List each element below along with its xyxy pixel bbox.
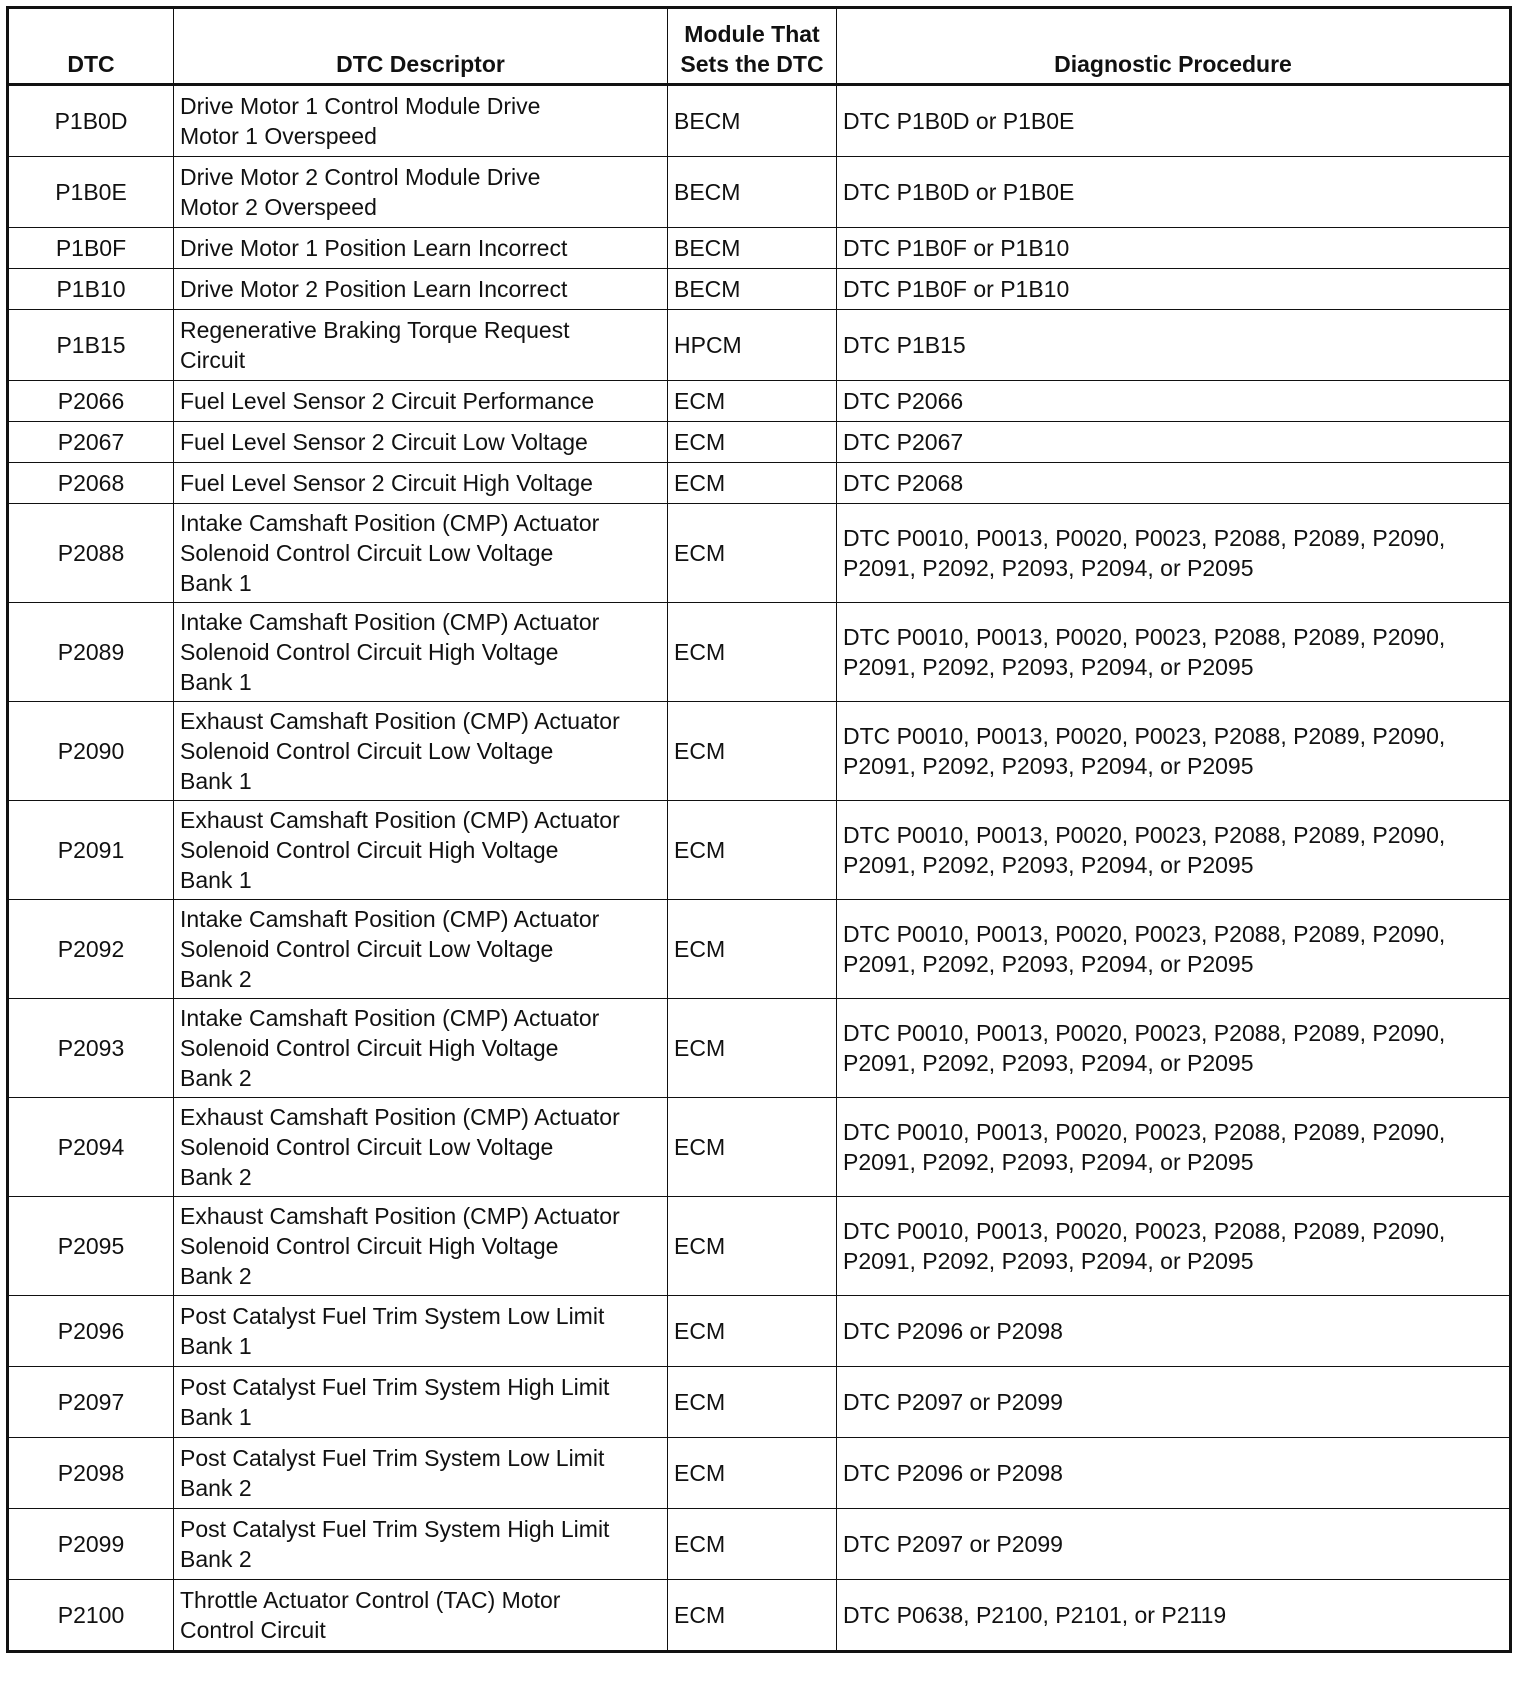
table-row xyxy=(8,1197,1511,1296)
procedure-line: DTC P2096 or P2098 xyxy=(843,1460,1063,1486)
table-header xyxy=(8,8,1511,85)
cell-dtc: P1B0E xyxy=(8,157,174,228)
cell-module: ECM xyxy=(668,1098,837,1197)
table-row xyxy=(8,310,1511,381)
procedure-line: DTC P1B0F or P1B10 xyxy=(843,235,1070,261)
cell-procedure xyxy=(837,1580,1511,1652)
table-row xyxy=(8,1438,1511,1509)
descriptor-line: Bank 1 xyxy=(180,867,252,893)
descriptor-line: Drive Motor 1 Control Module Drive xyxy=(180,93,541,119)
cell-dtc: P2067 xyxy=(8,422,174,463)
descriptor-line: Bank 1 xyxy=(180,1404,252,1430)
descriptor-line: Solenoid Control Circuit Low Voltage xyxy=(180,1134,554,1160)
table-row xyxy=(8,1580,1511,1652)
descriptor-line: Regenerative Braking Torque Request xyxy=(180,317,570,343)
cell-dtc: P2096 xyxy=(8,1296,174,1367)
descriptor-line: Bank 2 xyxy=(180,1065,252,1091)
cell-module: ECM xyxy=(668,702,837,801)
cell-module: BECM xyxy=(668,157,837,228)
procedure-line: DTC P0010, P0013, P0020, P0023, P2088, P2089, P2090, xyxy=(843,1218,1446,1244)
table-row xyxy=(8,381,1511,422)
descriptor-line: Bank 1 xyxy=(180,768,252,794)
descriptor-line: Solenoid Control Circuit Low Voltage xyxy=(180,738,554,764)
table-row xyxy=(8,702,1511,801)
cell-dtc: P2092 xyxy=(8,900,174,999)
cell-procedure xyxy=(837,1438,1511,1509)
descriptor-line: Post Catalyst Fuel Trim System High Limit xyxy=(180,1516,610,1542)
cell-dtc: P1B15 xyxy=(8,310,174,381)
descriptor-line: Motor 1 Overspeed xyxy=(180,123,377,149)
descriptor-line: Post Catalyst Fuel Trim System High Limit xyxy=(180,1374,610,1400)
table-row xyxy=(8,1098,1511,1197)
cell-dtc: P1B0F xyxy=(8,228,174,269)
cell-procedure xyxy=(837,702,1511,801)
header-procedure: Diagnostic Procedure xyxy=(837,8,1511,85)
cell-dtc: P2093 xyxy=(8,999,174,1098)
cell-descriptor xyxy=(174,603,668,702)
procedure-line: P2091, P2092, P2093, P2094, or P2095 xyxy=(843,753,1254,779)
procedure-line: P2091, P2092, P2093, P2094, or P2095 xyxy=(843,1050,1254,1076)
descriptor-line: Exhaust Camshaft Position (CMP) Actuator xyxy=(180,1203,620,1229)
cell-dtc: P2100 xyxy=(8,1580,174,1652)
cell-module: BECM xyxy=(668,269,837,310)
descriptor-line: Bank 1 xyxy=(180,669,252,695)
descriptor-line: Exhaust Camshaft Position (CMP) Actuator xyxy=(180,1104,620,1130)
procedure-line: DTC P1B15 xyxy=(843,332,966,358)
descriptor-line: Post Catalyst Fuel Trim System Low Limit xyxy=(180,1445,605,1471)
cell-module: ECM xyxy=(668,801,837,900)
cell-dtc: P2088 xyxy=(8,504,174,603)
cell-module: HPCM xyxy=(668,310,837,381)
cell-module: ECM xyxy=(668,1580,837,1652)
cell-descriptor xyxy=(174,1296,668,1367)
cell-descriptor xyxy=(174,999,668,1098)
descriptor-line: Intake Camshaft Position (CMP) Actuator xyxy=(180,1005,600,1031)
procedure-line: DTC P2097 or P2099 xyxy=(843,1531,1063,1557)
table-row xyxy=(8,504,1511,603)
cell-descriptor xyxy=(174,463,668,504)
cell-descriptor xyxy=(174,228,668,269)
table-row xyxy=(8,85,1511,157)
cell-module: ECM xyxy=(668,1367,837,1438)
cell-descriptor xyxy=(174,85,668,157)
cell-dtc: P2095 xyxy=(8,1197,174,1296)
cell-descriptor xyxy=(174,1098,668,1197)
cell-module: BECM xyxy=(668,85,837,157)
procedure-line: DTC P2066 xyxy=(843,388,964,414)
cell-descriptor xyxy=(174,801,668,900)
descriptor-line: Intake Camshaft Position (CMP) Actuator xyxy=(180,609,600,635)
cell-dtc: P2066 xyxy=(8,381,174,422)
procedure-line: DTC P0010, P0013, P0020, P0023, P2088, P2089, P2090, xyxy=(843,921,1446,947)
cell-procedure xyxy=(837,1367,1511,1438)
cell-descriptor xyxy=(174,157,668,228)
cell-descriptor xyxy=(174,381,668,422)
table-row xyxy=(8,801,1511,900)
descriptor-line: Solenoid Control Circuit High Voltage xyxy=(180,1233,559,1259)
cell-procedure xyxy=(837,801,1511,900)
procedure-line: DTC P1B0D or P1B0E xyxy=(843,108,1075,134)
descriptor-line: Solenoid Control Circuit High Voltage xyxy=(180,639,559,665)
procedure-line: P2091, P2092, P2093, P2094, or P2095 xyxy=(843,1248,1254,1274)
procedure-line: P2091, P2092, P2093, P2094, or P2095 xyxy=(843,654,1254,680)
descriptor-line: Solenoid Control Circuit High Voltage xyxy=(180,837,559,863)
table-row xyxy=(8,1509,1511,1580)
dtc-table-container xyxy=(6,6,1509,1653)
procedure-line: DTC P2097 or P2099 xyxy=(843,1389,1063,1415)
descriptor-line: Drive Motor 2 Control Module Drive xyxy=(180,164,541,190)
procedure-line: DTC P1B0F or P1B10 xyxy=(843,276,1070,302)
cell-dtc: P1B0D xyxy=(8,85,174,157)
cell-module: ECM xyxy=(668,463,837,504)
procedure-line: DTC P1B0D or P1B0E xyxy=(843,179,1075,205)
cell-dtc: P2098 xyxy=(8,1438,174,1509)
table-row xyxy=(8,1367,1511,1438)
cell-descriptor xyxy=(174,310,668,381)
descriptor-line: Motor 2 Overspeed xyxy=(180,194,377,220)
descriptor-line: Post Catalyst Fuel Trim System Low Limit xyxy=(180,1303,605,1329)
cell-procedure xyxy=(837,310,1511,381)
descriptor-line: Solenoid Control Circuit High Voltage xyxy=(180,1035,559,1061)
cell-procedure xyxy=(837,603,1511,702)
cell-module: ECM xyxy=(668,381,837,422)
cell-dtc: P2090 xyxy=(8,702,174,801)
header-module-line1: Module That xyxy=(684,21,820,47)
procedure-line: P2091, P2092, P2093, P2094, or P2095 xyxy=(843,1149,1254,1175)
cell-dtc: P2097 xyxy=(8,1367,174,1438)
cell-descriptor xyxy=(174,1197,668,1296)
cell-procedure xyxy=(837,504,1511,603)
cell-procedure xyxy=(837,228,1511,269)
header-dtc: DTC xyxy=(8,8,174,85)
cell-procedure xyxy=(837,1296,1511,1367)
procedure-line: DTC P0010, P0013, P0020, P0023, P2088, P2089, P2090, xyxy=(843,723,1446,749)
cell-module: ECM xyxy=(668,422,837,463)
cell-descriptor xyxy=(174,1509,668,1580)
cell-module: ECM xyxy=(668,1509,837,1580)
cell-procedure xyxy=(837,1197,1511,1296)
table-row xyxy=(8,422,1511,463)
cell-module: ECM xyxy=(668,900,837,999)
cell-descriptor xyxy=(174,504,668,603)
procedure-line: DTC P0010, P0013, P0020, P0023, P2088, P2089, P2090, xyxy=(843,624,1446,650)
descriptor-line: Fuel Level Sensor 2 Circuit High Voltage xyxy=(180,470,593,496)
cell-procedure xyxy=(837,1098,1511,1197)
cell-module: ECM xyxy=(668,603,837,702)
cell-descriptor xyxy=(174,702,668,801)
descriptor-line: Fuel Level Sensor 2 Circuit Performance xyxy=(180,388,595,414)
table-row xyxy=(8,157,1511,228)
table-row xyxy=(8,269,1511,310)
procedure-line: DTC P0010, P0013, P0020, P0023, P2088, P2089, P2090, xyxy=(843,525,1446,551)
table-row xyxy=(8,603,1511,702)
header-row xyxy=(8,8,1511,85)
descriptor-line: Throttle Actuator Control (TAC) Motor xyxy=(180,1587,561,1613)
descriptor-line: Drive Motor 1 Position Learn Incorrect xyxy=(180,235,568,261)
cell-procedure xyxy=(837,900,1511,999)
cell-procedure xyxy=(837,422,1511,463)
table-row xyxy=(8,1296,1511,1367)
cell-dtc: P2068 xyxy=(8,463,174,504)
descriptor-line: Bank 2 xyxy=(180,966,252,992)
cell-procedure xyxy=(837,85,1511,157)
header-module xyxy=(668,8,837,85)
descriptor-line: Bank 2 xyxy=(180,1475,252,1501)
descriptor-line: Control Circuit xyxy=(180,1617,326,1643)
descriptor-line: Bank 1 xyxy=(180,1333,252,1359)
descriptor-line: Bank 1 xyxy=(180,570,252,596)
procedure-line: DTC P0010, P0013, P0020, P0023, P2088, P2089, P2090, xyxy=(843,1020,1446,1046)
cell-dtc: P2099 xyxy=(8,1509,174,1580)
descriptor-line: Fuel Level Sensor 2 Circuit Low Voltage xyxy=(180,429,588,455)
descriptor-line: Solenoid Control Circuit Low Voltage xyxy=(180,540,554,566)
cell-procedure xyxy=(837,157,1511,228)
cell-module: ECM xyxy=(668,1197,837,1296)
cell-descriptor xyxy=(174,900,668,999)
cell-dtc: P2094 xyxy=(8,1098,174,1197)
table-row xyxy=(8,228,1511,269)
cell-module: BECM xyxy=(668,228,837,269)
cell-module: ECM xyxy=(668,1438,837,1509)
cell-dtc: P1B10 xyxy=(8,269,174,310)
cell-descriptor xyxy=(174,1580,668,1652)
descriptor-line: Exhaust Camshaft Position (CMP) Actuator xyxy=(180,807,620,833)
cell-dtc: P2089 xyxy=(8,603,174,702)
procedure-line: DTC P2068 xyxy=(843,470,964,496)
header-module-line2: Sets the DTC xyxy=(680,51,824,77)
table-body xyxy=(8,85,1511,1652)
cell-procedure xyxy=(837,463,1511,504)
cell-module: ECM xyxy=(668,1296,837,1367)
cell-descriptor xyxy=(174,422,668,463)
procedure-line: P2091, P2092, P2093, P2094, or P2095 xyxy=(843,852,1254,878)
procedure-line: DTC P0010, P0013, P0020, P0023, P2088, P2089, P2090, xyxy=(843,1119,1446,1145)
cell-descriptor xyxy=(174,1438,668,1509)
descriptor-line: Intake Camshaft Position (CMP) Actuator xyxy=(180,510,600,536)
descriptor-line: Circuit xyxy=(180,347,246,373)
procedure-line: DTC P2096 or P2098 xyxy=(843,1318,1063,1344)
descriptor-line: Drive Motor 2 Position Learn Incorrect xyxy=(180,276,568,302)
cell-procedure xyxy=(837,269,1511,310)
dtc-table xyxy=(6,6,1512,1653)
header-descriptor: DTC Descriptor xyxy=(174,8,668,85)
descriptor-line: Exhaust Camshaft Position (CMP) Actuator xyxy=(180,708,620,734)
descriptor-line: Bank 2 xyxy=(180,1263,252,1289)
descriptor-line: Solenoid Control Circuit Low Voltage xyxy=(180,936,554,962)
cell-descriptor xyxy=(174,1367,668,1438)
cell-procedure xyxy=(837,1509,1511,1580)
procedure-line: P2091, P2092, P2093, P2094, or P2095 xyxy=(843,951,1254,977)
procedure-line: DTC P0010, P0013, P0020, P0023, P2088, P2089, P2090, xyxy=(843,822,1446,848)
cell-procedure xyxy=(837,999,1511,1098)
cell-dtc: P2091 xyxy=(8,801,174,900)
descriptor-line: Bank 2 xyxy=(180,1546,252,1572)
descriptor-line: Intake Camshaft Position (CMP) Actuator xyxy=(180,906,600,932)
procedure-line: DTC P0638, P2100, P2101, or P2119 xyxy=(843,1602,1227,1628)
cell-module: ECM xyxy=(668,999,837,1098)
table-row xyxy=(8,900,1511,999)
cell-procedure xyxy=(837,381,1511,422)
table-row xyxy=(8,999,1511,1098)
procedure-line: P2091, P2092, P2093, P2094, or P2095 xyxy=(843,555,1254,581)
table-row xyxy=(8,463,1511,504)
cell-descriptor xyxy=(174,269,668,310)
cell-module: ECM xyxy=(668,504,837,603)
descriptor-line: Bank 2 xyxy=(180,1164,252,1190)
procedure-line: DTC P2067 xyxy=(843,429,964,455)
